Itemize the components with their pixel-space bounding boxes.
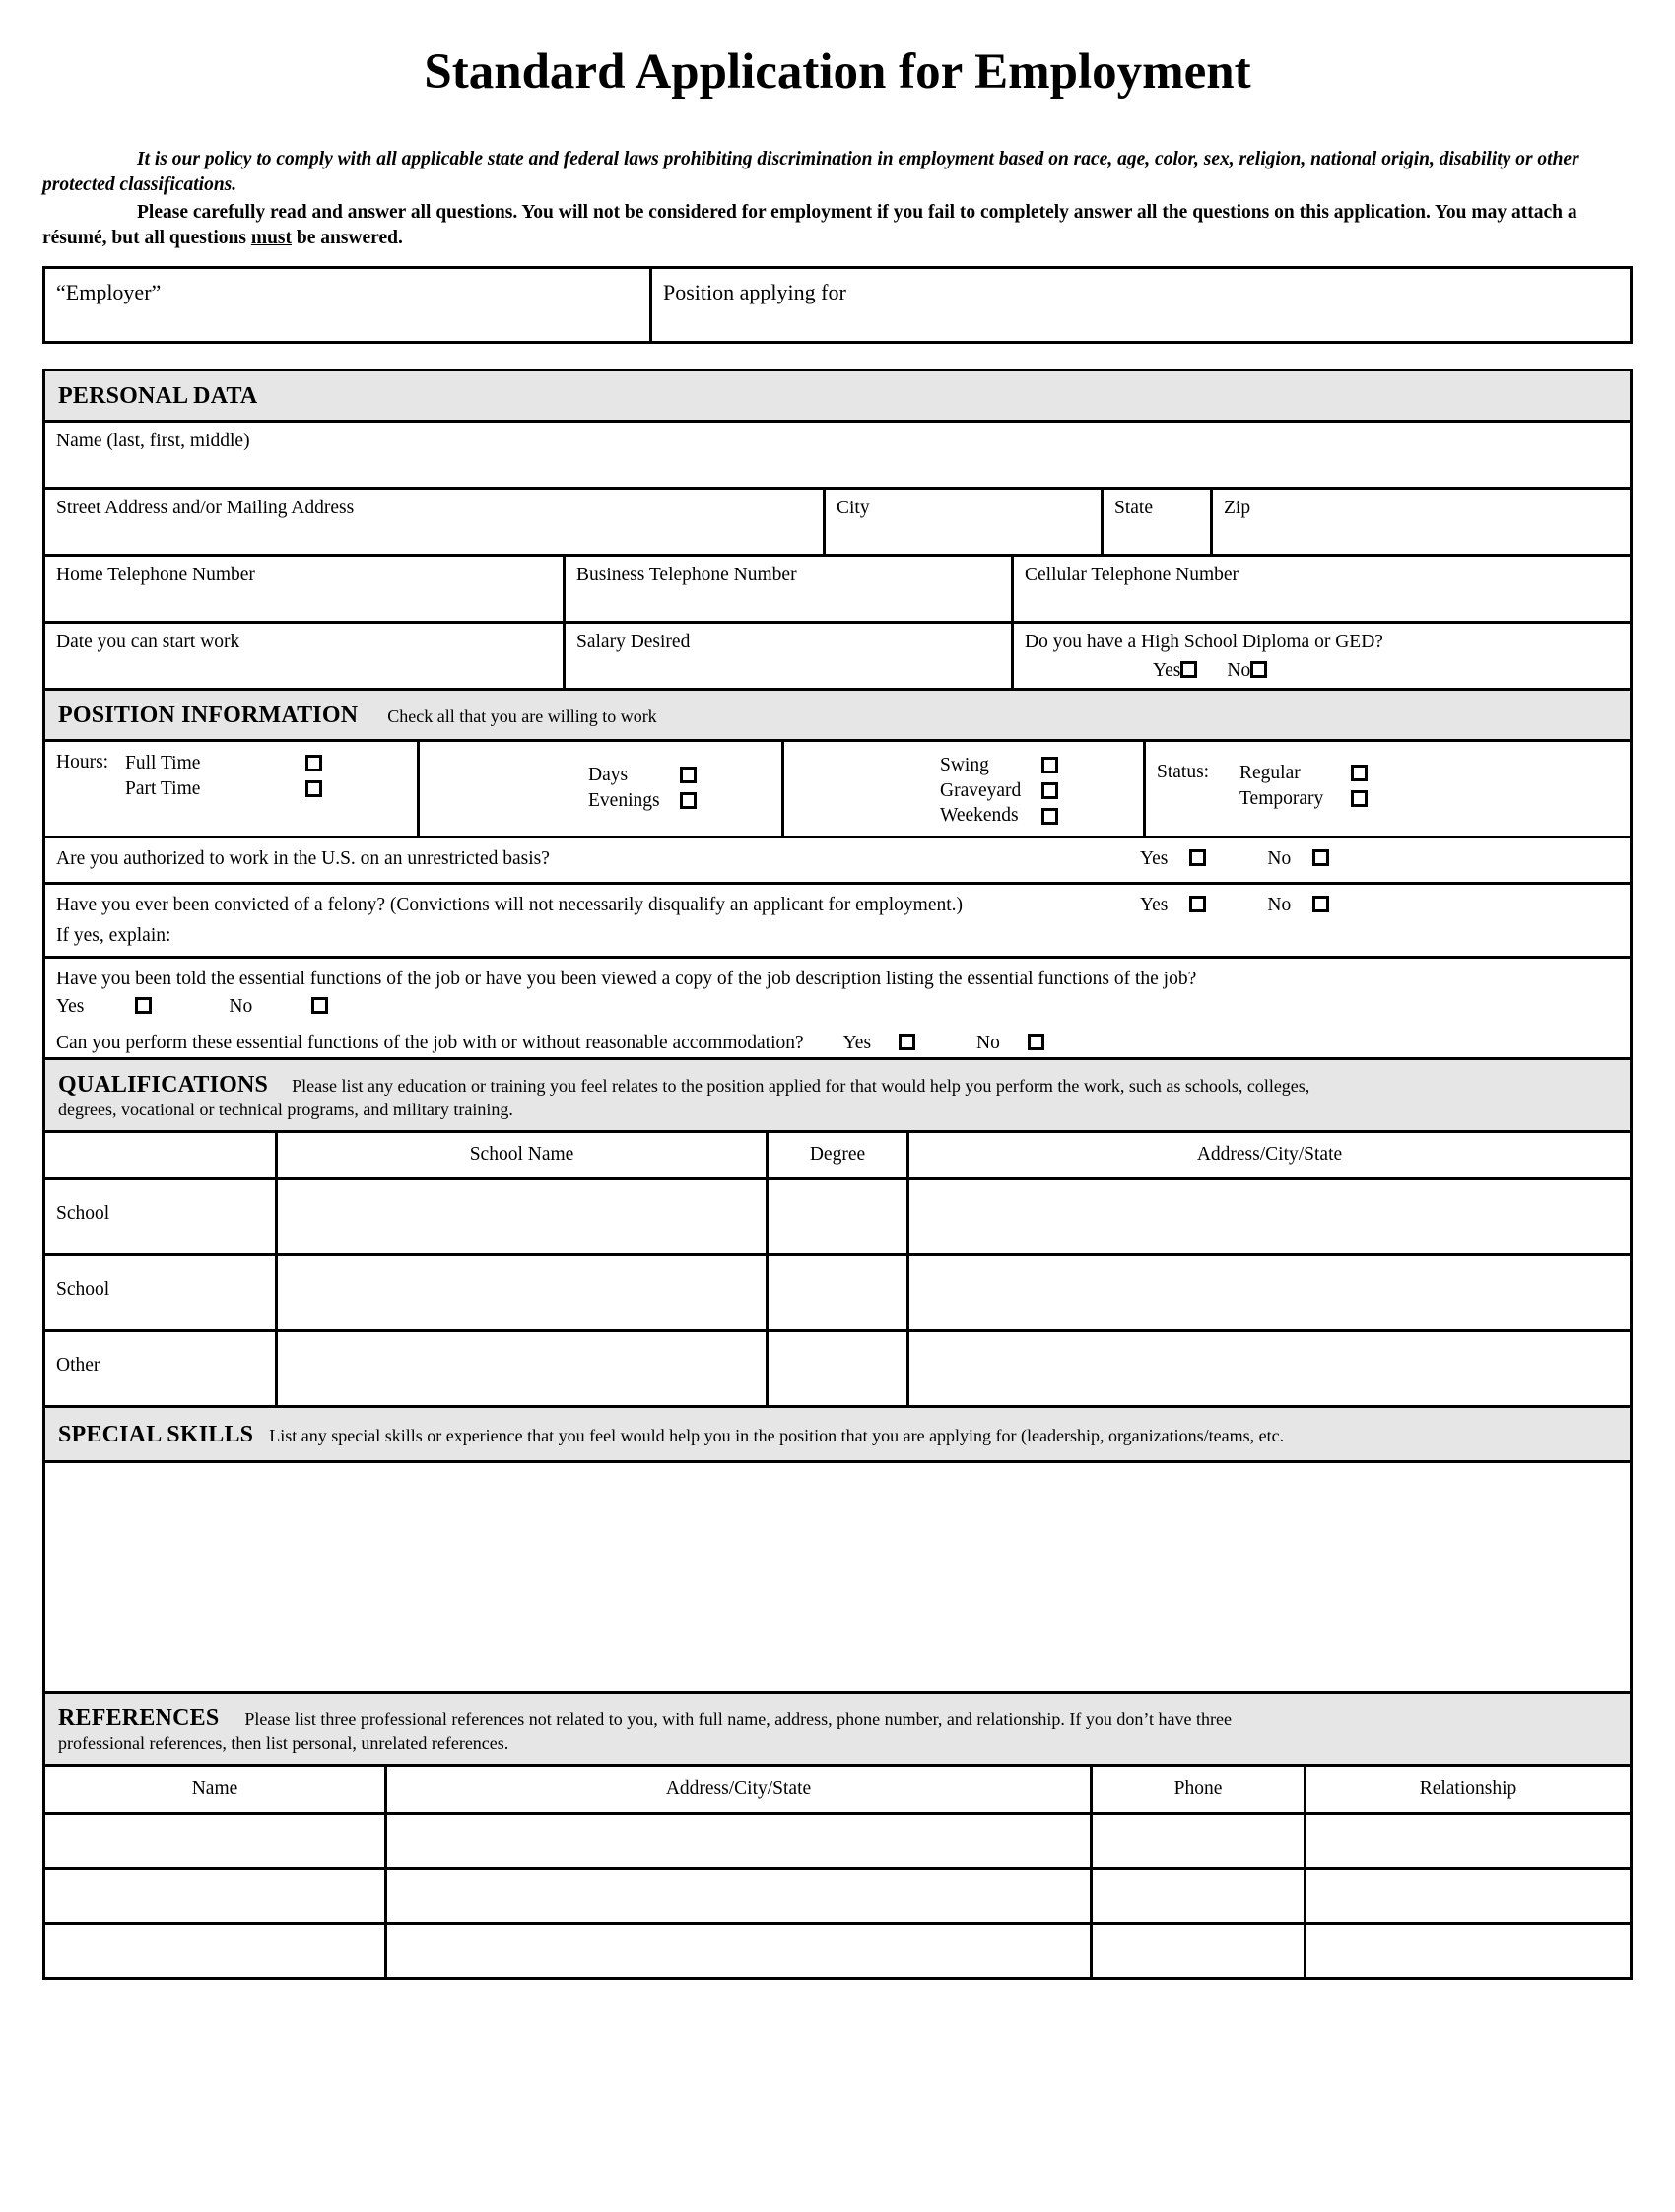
- address-row: [45, 487, 1630, 554]
- table-row: [45, 1812, 1630, 1867]
- diploma-question-label: Do you have a High School Diploma or GED?: [1025, 631, 1383, 652]
- intro-paragraph-instructions: [42, 200, 1633, 251]
- felony-question-cell: [45, 885, 1630, 956]
- position-applying-for-field[interactable]: [649, 269, 1630, 341]
- special-skills-heading: SPECIAL SKILLS: [58, 1421, 254, 1447]
- qualifications-subtext: Please list any education or training you feel relates to the position applied for that would help you perform the work, such as schools, colleges,: [292, 1075, 1310, 1096]
- position-applying-for-label: Position applying for: [663, 279, 846, 304]
- personal-data-band: [45, 371, 1630, 420]
- hours-options-list: [125, 751, 322, 801]
- phone-row: [45, 554, 1630, 621]
- days-options-list: [588, 763, 697, 813]
- days-option-days[interactable]: [588, 763, 697, 788]
- accommodation-answer-group: [56, 1032, 1619, 1054]
- shift-option-weekends-label: Weekends: [940, 805, 1019, 827]
- status-label: Status:: [1157, 761, 1210, 782]
- essential-functions-cell: [45, 959, 1630, 1057]
- temporary-checkbox[interactable]: [1351, 790, 1368, 807]
- references-row-3-relationship[interactable]: [1304, 1925, 1630, 1977]
- references-header-address-label: Address/City/State: [665, 1777, 812, 1799]
- salary-desired-field[interactable]: [563, 624, 1011, 688]
- street-address-field[interactable]: [45, 490, 823, 554]
- qualifications-row-2-label-cell: [45, 1256, 275, 1329]
- graveyard-checkbox[interactable]: [1041, 782, 1058, 799]
- intro-instructions-must: must: [250, 227, 292, 248]
- references-row-2-phone[interactable]: [1090, 1870, 1304, 1922]
- city-field[interactable]: [823, 490, 1101, 554]
- references-band: [45, 1691, 1630, 1764]
- essential-question-line: [56, 968, 1619, 990]
- zip-field[interactable]: [1210, 490, 1630, 554]
- name-row: [45, 420, 1630, 487]
- table-row: [45, 1177, 1630, 1253]
- qualifications-subtext-line2: degrees, vocational or technical programs, and military training.: [58, 1099, 513, 1119]
- references-row-1-name[interactable]: [45, 1815, 384, 1867]
- cellular-phone-field[interactable]: [1011, 557, 1630, 621]
- authorized-question-text: Are you authorized to work in the U.S. on an unrestricted basis?: [56, 847, 550, 869]
- position-information-subtext: Check all that you are willing to work: [387, 705, 657, 726]
- qualifications-row-1-address[interactable]: [906, 1180, 1630, 1253]
- qualifications-header-school-name: [275, 1133, 766, 1177]
- cellular-phone-label: Cellular Telephone Number: [1025, 564, 1240, 585]
- qualifications-row-2-address[interactable]: [906, 1256, 1630, 1329]
- zip-label: Zip: [1224, 497, 1251, 518]
- weekends-checkbox[interactable]: [1041, 808, 1058, 825]
- qualifications-row-3-label-cell: [45, 1332, 275, 1405]
- references-header-relationship-label: Relationship: [1419, 1777, 1517, 1799]
- status-option-temporary-label: Temporary: [1240, 787, 1324, 809]
- table-row: [45, 1329, 1630, 1405]
- references-row-3-phone[interactable]: [1090, 1925, 1304, 1977]
- diploma-yes-checkbox[interactable]: [1180, 661, 1197, 678]
- references-header-phone-label: Phone: [1173, 1777, 1223, 1799]
- references-header-row: [45, 1764, 1630, 1812]
- accommodation-no-checkbox[interactable]: [1028, 1034, 1044, 1050]
- city-label: City: [837, 497, 870, 518]
- authorized-no-label: No: [1267, 847, 1292, 869]
- diploma-answer-row: [1025, 659, 1619, 682]
- status-options-list: [1240, 761, 1368, 811]
- accommodation-no-label: No: [976, 1033, 1000, 1054]
- essential-yes-checkbox[interactable]: [135, 997, 152, 1014]
- qualifications-row-3-label: Other: [56, 1354, 100, 1375]
- diploma-yes-label: Yes: [1153, 659, 1181, 681]
- qualifications-heading: QUALIFICATIONS: [58, 1071, 269, 1098]
- qualifications-header-address-label: Address/City/State: [1196, 1143, 1343, 1165]
- shift-options-list: [940, 753, 1058, 829]
- table-row: [45, 1867, 1630, 1922]
- qualifications-row-1-label-cell: [45, 1180, 275, 1253]
- start-date-label: Date you can start work: [56, 631, 240, 652]
- qualifications-row-2-label: School: [56, 1278, 110, 1300]
- references-row-1-phone[interactable]: [1090, 1815, 1304, 1867]
- qualifications-row-3-school-name[interactable]: [275, 1332, 766, 1405]
- qualifications-header-degree-label: Degree: [809, 1143, 866, 1165]
- references-subtext-line2: professional references, then list personal, unrelated references.: [58, 1732, 509, 1753]
- shift-option-graveyard-label: Graveyard: [940, 779, 1022, 801]
- page-title: Standard Application for Employment: [424, 44, 1251, 100]
- shift-option-swing[interactable]: [940, 753, 1058, 778]
- business-phone-label: Business Telephone Number: [576, 564, 797, 585]
- salary-desired-label: Salary Desired: [576, 631, 691, 652]
- essential-no-checkbox[interactable]: [311, 997, 328, 1014]
- days-option-days-label: Days: [588, 764, 629, 785]
- qualifications-header-school-name-label: School Name: [469, 1143, 574, 1165]
- street-address-label: Street Address and/or Mailing Address: [56, 497, 355, 518]
- references-subtext: Please list three professional references not related to you, with full name, address, phone number, and relationship. If you don’t have three: [244, 1709, 1233, 1729]
- hours-option-part-time-label: Part Time: [125, 777, 201, 799]
- special-skills-answer-field[interactable]: [45, 1463, 1630, 1691]
- special-skills-subtext: List any special skills or experience that you feel would help you in the position that you are applying for (leadership, organizations/teams, etc.: [269, 1425, 1285, 1445]
- shift-option-weekends[interactable]: [940, 803, 1058, 829]
- authorized-no-checkbox[interactable]: [1312, 849, 1329, 866]
- felony-question-text: Have you ever been convicted of a felony? (Convictions will not necessarily disqualify an applicant for employment.): [56, 894, 964, 915]
- references-row-2-relationship[interactable]: [1304, 1870, 1630, 1922]
- status-option-regular-label: Regular: [1240, 762, 1301, 783]
- shift-option-swing-label: Swing: [940, 754, 989, 775]
- references-row-3-address[interactable]: [384, 1925, 1090, 1977]
- felony-explain-field[interactable]: [56, 924, 1619, 947]
- authorized-yes-checkbox[interactable]: [1189, 849, 1206, 866]
- felony-question-line: [56, 894, 1619, 916]
- personal-data-section: [42, 369, 1633, 1980]
- felony-yes-label: Yes: [1140, 894, 1169, 915]
- shift-option-graveyard[interactable]: [940, 778, 1058, 804]
- special-skills-answer-row: [45, 1460, 1630, 1691]
- qualifications-row-1-degree[interactable]: [766, 1180, 906, 1253]
- intro-paragraph-policy: It is our policy to comply with all applicable state and federal laws prohibiting discrimination in employment based on race, age, color, sex, religion, national origin, disability or other protected classifications.: [42, 149, 1579, 196]
- accommodation-yes-checkbox[interactable]: [899, 1034, 915, 1050]
- essential-question-text: Have you been told the essential functions of the job or have you been viewed a copy of the job description listing the essential functions of the job?: [56, 968, 1197, 989]
- accommodation-question-text: Can you perform these essential functions of the job with or without reasonable accommodation?: [56, 1033, 804, 1054]
- references-header-name-label: Name: [191, 1777, 238, 1799]
- hours-option-part-time[interactable]: [125, 776, 322, 802]
- hours-option-full-time[interactable]: [125, 751, 322, 776]
- home-phone-field[interactable]: [45, 557, 563, 621]
- home-phone-label: Home Telephone Number: [56, 564, 255, 585]
- position-information-heading: POSITION INFORMATION: [58, 702, 359, 728]
- essential-no-label: No: [229, 996, 253, 1018]
- references-row-2-name[interactable]: [45, 1870, 384, 1922]
- intro-instructions-part1: Please carefully read and answer all questions. You will not be considered for employment if you fail to completely answer all the questions on this application. You may attach a résumé, but all questions: [42, 201, 1577, 248]
- swing-checkbox[interactable]: [1041, 757, 1058, 773]
- state-field[interactable]: [1101, 490, 1210, 554]
- personal-data-heading: PERSONAL DATA: [58, 382, 258, 409]
- references-heading: REFERENCES: [58, 1705, 220, 1731]
- part-time-checkbox[interactable]: [305, 780, 322, 797]
- felony-no-label: No: [1267, 894, 1292, 915]
- start-date-field[interactable]: [45, 624, 563, 688]
- qualifications-row-1-label: School: [56, 1202, 110, 1224]
- accommodation-yes-label: Yes: [842, 1033, 872, 1054]
- application-form-page: [0, 44, 1675, 2212]
- employer-label: “Employer”: [56, 279, 162, 304]
- qualifications-row-2-degree[interactable]: [766, 1256, 906, 1329]
- essential-functions-row: [45, 956, 1630, 1057]
- diploma-no-label: No: [1227, 659, 1251, 681]
- references-header-phone: [1090, 1767, 1304, 1812]
- shift-cell: [781, 742, 1143, 836]
- authorized-answer-group: [1140, 847, 1329, 870]
- days-option-evenings-label: Evenings: [588, 789, 660, 811]
- authorized-question-cell: [45, 838, 1630, 882]
- hours-option-full-time-label: Full Time: [125, 752, 201, 773]
- status-option-regular[interactable]: [1240, 761, 1368, 786]
- authorized-question-row: [45, 836, 1630, 882]
- felony-explain-label: If yes, explain:: [56, 925, 171, 947]
- state-label: State: [1114, 497, 1153, 518]
- references-row-1-address[interactable]: [384, 1815, 1090, 1867]
- qualifications-row-3-degree[interactable]: [766, 1332, 906, 1405]
- references-row-2-address[interactable]: [384, 1870, 1090, 1922]
- start-salary-diploma-row: [45, 621, 1630, 688]
- status-option-temporary[interactable]: [1240, 786, 1368, 812]
- references-header-name: [45, 1767, 384, 1812]
- felony-no-checkbox[interactable]: [1312, 896, 1329, 912]
- references-row-3-name[interactable]: [45, 1925, 384, 1977]
- references-row-1-relationship[interactable]: [1304, 1815, 1630, 1867]
- employer-position-box: [42, 266, 1633, 344]
- hours-label: Hours:: [56, 751, 109, 772]
- qualifications-header-row: [45, 1130, 1630, 1177]
- qualifications-header-degree: [766, 1133, 906, 1177]
- qualifications-row-3-address[interactable]: [906, 1332, 1630, 1405]
- essential-yes-label: Yes: [56, 996, 85, 1018]
- status-cell: [1143, 742, 1630, 836]
- authorized-yes-label: Yes: [1140, 847, 1169, 869]
- name-label: Name (last, first, middle): [56, 430, 250, 451]
- employer-position-row: [45, 269, 1630, 341]
- felony-answer-group: [1140, 894, 1329, 916]
- evenings-checkbox[interactable]: [680, 792, 697, 809]
- table-row: [45, 1922, 1630, 1977]
- employer-field[interactable]: [45, 269, 649, 341]
- hours-cell: [45, 742, 417, 836]
- special-skills-band: [45, 1405, 1630, 1460]
- table-row: [45, 1253, 1630, 1329]
- qualifications-header-address: [906, 1133, 1630, 1177]
- business-phone-field[interactable]: [563, 557, 1011, 621]
- diploma-question-field: [1011, 624, 1630, 688]
- intro-instructions-part2: be answered.: [292, 227, 403, 248]
- felony-question-row: [45, 882, 1630, 956]
- days-cell: [417, 742, 781, 836]
- days-checkbox[interactable]: [680, 767, 697, 783]
- hours-status-row: [45, 739, 1630, 836]
- qualifications-header-blank: [45, 1133, 275, 1177]
- position-information-band: [45, 688, 1630, 739]
- references-header-address: [384, 1767, 1090, 1812]
- full-time-checkbox[interactable]: [305, 755, 322, 771]
- name-field[interactable]: [45, 423, 1630, 487]
- qualifications-row-1-school-name[interactable]: [275, 1180, 766, 1253]
- qualifications-band: [45, 1057, 1630, 1130]
- intro-text-block: [42, 147, 1633, 251]
- qualifications-row-2-school-name[interactable]: [275, 1256, 766, 1329]
- felony-yes-checkbox[interactable]: [1189, 896, 1206, 912]
- regular-checkbox[interactable]: [1351, 765, 1368, 781]
- essential-answer-group: [56, 995, 1619, 1018]
- days-option-evenings[interactable]: [588, 788, 697, 814]
- authorized-question-line: [56, 847, 1619, 870]
- diploma-no-checkbox[interactable]: [1250, 661, 1267, 678]
- references-header-relationship: [1304, 1767, 1630, 1812]
